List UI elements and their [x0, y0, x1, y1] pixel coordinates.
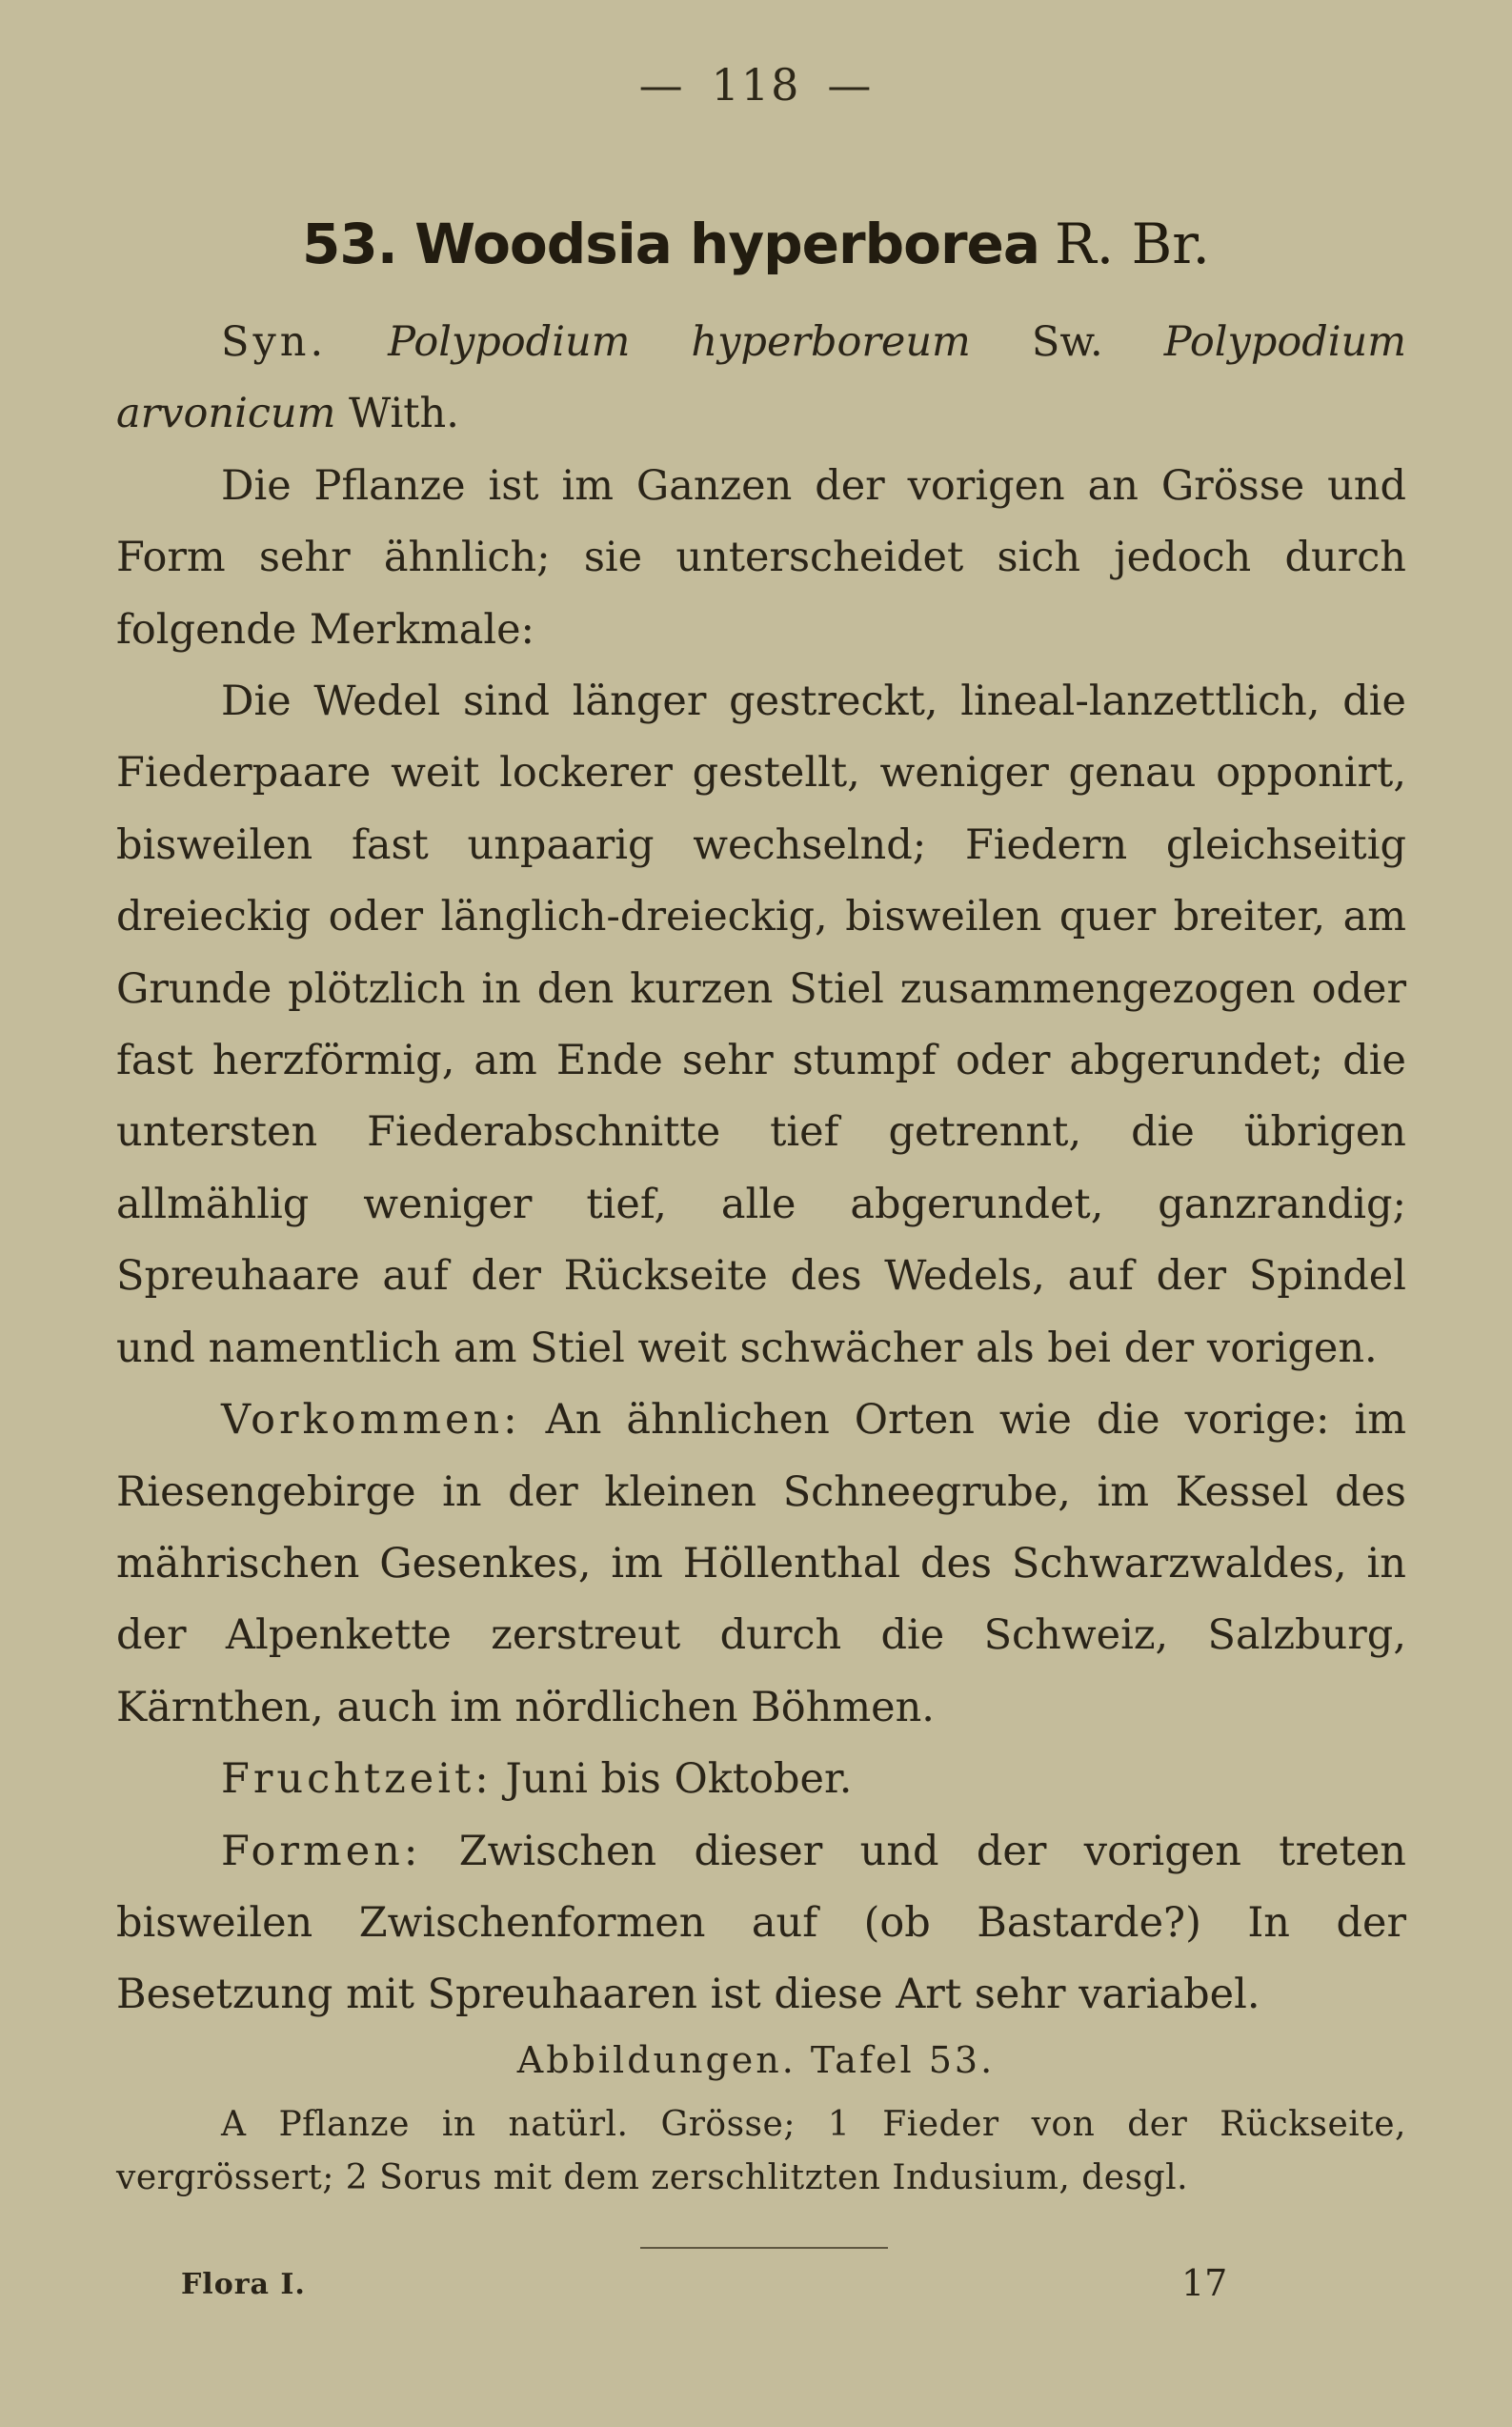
page-number-dash-right: —	[827, 59, 874, 111]
caption-text: A Pflanze in natürl. Grösse; 1 Fieder von der Rückseite, vergrössert; 2 Sorus mit dem zerschlitzten Indusium, desgl.	[116, 2105, 1406, 2197]
page-number-dash-left: —	[638, 59, 685, 111]
fruchtzeit-text: Juni bis Oktober.	[505, 1755, 853, 1804]
intro-paragraph: Die Pflanze ist im Ganzen der vorigen an Grösse und Form sehr ähnlich; sie unterscheidet sich jedoch durch folgende Merkmale:	[116, 461, 1406, 654]
synonym-2-author: With.	[349, 390, 459, 438]
footer-signature: Flora I.	[181, 2268, 306, 2301]
footnote-divider	[640, 2247, 888, 2249]
species-author: R. Br.	[1055, 212, 1210, 276]
page-number: 118	[711, 59, 801, 111]
synonym-2-name: Polypodium arvonicum	[116, 318, 1407, 438]
footer-sheet-number: 17	[1181, 2262, 1228, 2304]
body-text	[116, 307, 1406, 2032]
vorkommen-text: An ähnlichen Orten wie die vorige: im Riesengebirge in der kleinen Schneegrube, im Kessel des mährischen Gesenkes, im Höllenthal des Schwarzwaldes, in der Alpenkette zerstreut durch die Schweiz, Salzburg, Kärnthen, auch im nördlichen Böhmen.	[116, 1396, 1407, 1731]
species-number: 53.	[301, 212, 397, 276]
formen-paragraph	[116, 1816, 1406, 2032]
species-name: Woodsia hyperborea	[414, 212, 1040, 276]
vorkommen-paragraph	[116, 1385, 1406, 1744]
synonym-1-author: Sw.	[1031, 318, 1103, 366]
page-number-header	[0, 59, 1512, 111]
abbildungen-heading: Abbildungen. Tafel 53.	[516, 2039, 996, 2081]
formen-label: Formen:	[221, 1827, 422, 1875]
formen-text: Zwischen dieser und der vorigen treten bisweilen Zwischenformen auf (ob Bastarde?) In der Besetzung mit Spreuhaaren ist diese Art sehr variabel.	[116, 1827, 1406, 2019]
fruchtzeit-paragraph	[116, 1744, 1406, 1815]
synonym-1-name: Polypodium hyperboreum	[388, 318, 971, 366]
species-title	[0, 212, 1512, 276]
abbildungen-caption	[116, 2098, 1406, 2205]
synonyms-paragraph	[116, 307, 1406, 451]
fruchtzeit-label: Fruchtzeit:	[221, 1755, 493, 1804]
vorkommen-label: Vorkommen:	[221, 1396, 521, 1445]
synonyms-label: Syn.	[221, 318, 328, 366]
description-paragraph: Die Wedel sind länger gestreckt, lineal-lanzettlich, die Fiederpaare weit lockerer gestellt, weniger genau opponirt, bisweilen fast unpaarig wechselnd; Fiedern gleichseitig dreieckig oder länglich-dreieckig, bisweilen quer breiter, am Grunde plötzlich in den kurzen Stiel zusammengezogen oder fast herzförmig, am Ende sehr stumpf oder abgerundet; die untersten Fiederabschnitte tief getrennt, die übrigen allmählig weniger tief, alle abgerundet, ganzrandig; Spreuhaare auf der Rückseite des Wedels, auf der Spindel und namentlich am Stiel weit schwächer als bei der vorigen.	[116, 678, 1406, 1372]
